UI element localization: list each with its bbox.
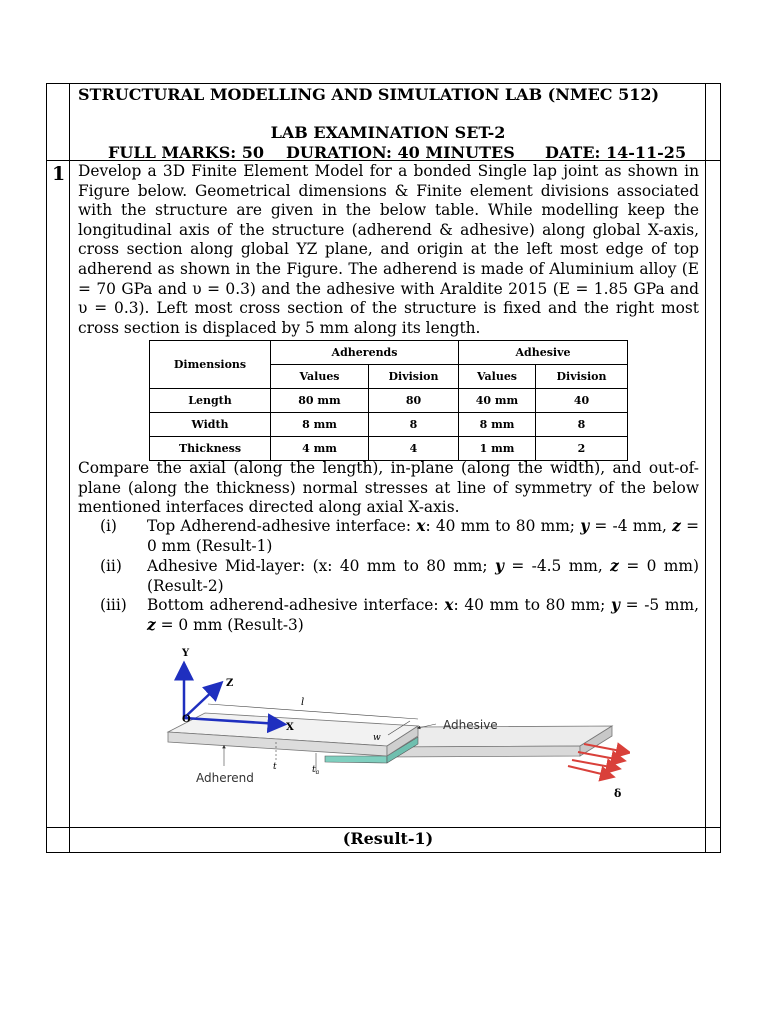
thickness-label: t [273, 762, 277, 772]
adherend-division: 8 [369, 413, 459, 437]
adherend-value: 80 mm [271, 389, 369, 413]
item-label: (iii) [100, 596, 127, 614]
question-intro: Develop a 3D Finite Element Model for a bonded Single lap joint as shown in Figure below. Geometrical dimensions & Finite element divisions associated with the structure are given in the below table. While modelling keep the longitudinal axis of the structure (adherend & adhesive) along global X-axis, cross section along global YZ plane, and origin at the left most edge of top adherend as shown in the Figure. The adherend is made of Aluminium alloy (E = 70 GPa and υ = 0.3) and the adhesive with Araldite 2015 (E = 1.85 GPa and υ = 0.3). Left most cross section of the structure is fixed and the right most cross section is displaced by 5 mm along its length. [78, 162, 699, 337]
axis-z-label: Z [226, 678, 234, 689]
adhesive-division: 8 [536, 413, 628, 437]
adherends-header: Adherends [271, 341, 459, 365]
exam-date: DATE: 14-11-25 [545, 143, 687, 162]
adhesive-value: 8 mm [459, 413, 536, 437]
full-marks: FULL MARKS: 50 [108, 143, 265, 162]
adherend-division: 80 [369, 389, 459, 413]
result-label: (Result-1) [342, 829, 434, 848]
duration: DURATION: 40 MINUTES [286, 143, 515, 162]
result-row-divider [46, 827, 721, 828]
adhesive-division: 2 [536, 437, 628, 461]
row-name: Thickness [150, 437, 271, 461]
dimensions-table [149, 340, 628, 461]
lap-joint-figure [160, 644, 630, 814]
adhesive-values-header: Values [459, 365, 536, 389]
item-label: (ii) [100, 557, 122, 575]
adherend-value: 4 mm [271, 437, 369, 461]
item-text: Adhesive Mid-layer: (x: 40 mm to 80 mm; y = -4.5 mm, z = 0 mm) (Result-2) [147, 557, 699, 595]
table-row [150, 413, 628, 437]
lab-title: STRUCTURAL MODELLING AND SIMULATION LAB (NMEC 512) [78, 85, 660, 104]
question-number: 1 [52, 163, 66, 185]
table-row [150, 389, 628, 413]
adhesive-header: Adhesive [459, 341, 628, 365]
column-divider-left [69, 83, 70, 853]
column-divider-right [705, 83, 706, 853]
adherend-value: 8 mm [271, 413, 369, 437]
adhesive-callout: Adhesive [443, 718, 498, 732]
item-text: Top Adherend-adhesive interface: x: 40 mm to 80 mm; y = -4 mm, z = 0 mm (Result-1) [147, 517, 699, 555]
item-label: (i) [100, 517, 117, 535]
width-label: w [373, 733, 381, 743]
adhesive-division-header: Division [536, 365, 628, 389]
item-text: Bottom adherend-adhesive interface: x: 40 mm to 80 mm; y = -5 mm, z = 0 mm (Result-3) [147, 596, 699, 634]
row-name: Width [150, 413, 271, 437]
axis-y-label: Y [182, 648, 190, 659]
row-name: Length [150, 389, 271, 413]
adherend-division-header: Division [369, 365, 459, 389]
adhesive-value: 1 mm [459, 437, 536, 461]
length-label: l [301, 697, 305, 708]
axis-x-label: X [286, 722, 294, 733]
dimensions-header: Dimensions [150, 341, 271, 389]
adhesive-value: 40 mm [459, 389, 536, 413]
adhesive-division: 40 [536, 389, 628, 413]
adherend-values-header: Values [271, 365, 369, 389]
exam-set-title: LAB EXAMINATION SET-2 [270, 123, 506, 142]
adherend-callout: Adherend [196, 771, 254, 785]
table-row [150, 437, 628, 461]
compare-instruction: Compare the axial (along the length), in-plane (along the width), and out-of-plane (along the thickness) normal stresses at line of symmetry of the below mentioned interfaces directed along axial X-axis. [78, 459, 699, 517]
displacement-label: δ [614, 787, 622, 800]
origin-label: O [182, 714, 191, 725]
adhesive-thickness-label: $t_a$ [312, 765, 320, 776]
adherend-division: 4 [369, 437, 459, 461]
